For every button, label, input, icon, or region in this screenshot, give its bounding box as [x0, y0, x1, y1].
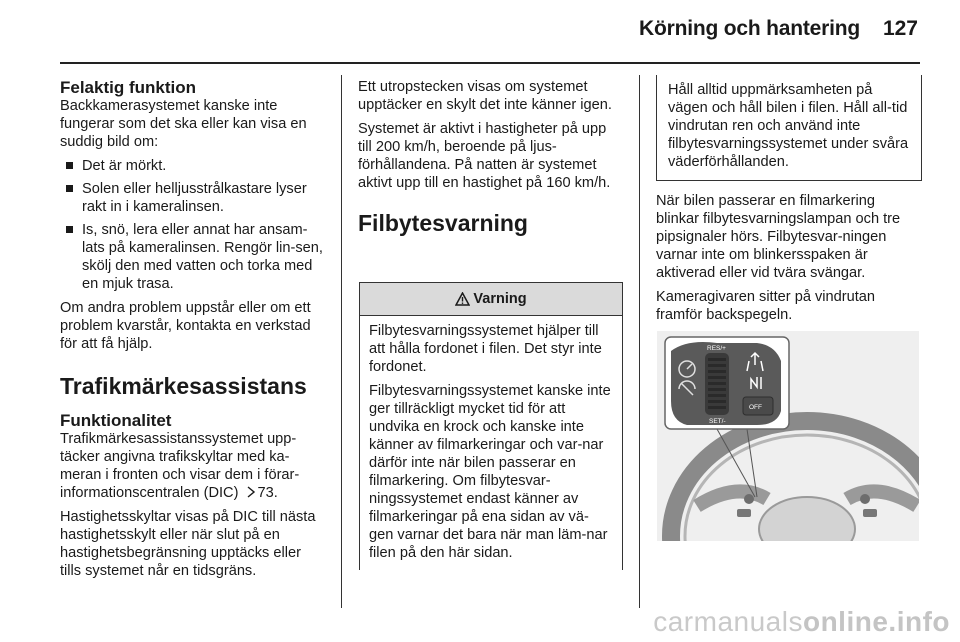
- page-reference-icon: [246, 486, 256, 498]
- watermark-suffix: online.info: [802, 606, 950, 637]
- header-rule: [60, 62, 920, 64]
- watermark: [653, 606, 950, 638]
- warning-header: [360, 282, 622, 315]
- heading-functionality: Funktionalitet: [60, 411, 172, 430]
- heading-traffic-sign-assistant: Trafikmärkesassistans: [60, 373, 307, 399]
- steering-wheel: [671, 421, 919, 541]
- paragraph-exclamation: Ett utropstecken visas om systemet upptäcker en skylt det inte känner igen.: [358, 79, 612, 113]
- warning-body: [360, 315, 622, 562]
- note-text: Håll alltid uppmärksamheten på vägen och håll bilen i filen. Håll all-tid vindrutan ren och använd inte filbytesvarningssystemet under svåra väderförhållanden.: [668, 82, 909, 170]
- note-box: [656, 75, 922, 181]
- paragraph-lane-crossing: När bilen passerar en filmarkering blinkar filbytesvarningslampan och tre pipsignaler hörs. Filbytesvar-ningen varnar inte om blinkersspaken är aktiverad eller vid tvära svängar.: [656, 193, 901, 281]
- tsa-text: Trafikmärkesassistanssystemet upp-täcker angivna trafikskyltar med ka-meran i fronten och visar dem i förar-informationscentralen (DIC): [60, 431, 300, 501]
- list-item: Solen eller helljusstrålkastare lyser rakt in i kameralinsen.: [60, 180, 326, 216]
- paragraph-malfunction-intro: Backkamerasystemet kanske inte fungerar som det ska eller kan visa en suddig bild om:: [60, 98, 307, 150]
- off-button-label: OFF: [749, 404, 762, 411]
- tsa-page-reference[interactable]: 73.: [257, 485, 278, 501]
- steering-wheel-figure: [657, 331, 919, 541]
- paragraph-other-problems: Om andra problem uppstår eller om ett problem kvarstår, kontakta en verkstad för att få hjälp.: [60, 300, 311, 352]
- set-button-label: SET/-: [709, 418, 726, 425]
- heading-malfunction: Felaktig funktion: [60, 78, 196, 97]
- paragraph-camera-location: Kameragivaren sitter på vindrutan framför backspegeln.: [656, 289, 876, 323]
- warning-paragraph-1: Filbytesvarningssystemet hjälper till att hålla fordonet i filen. Det styr inte fordonet.: [369, 323, 602, 375]
- warning-triangle-icon: [455, 292, 470, 306]
- watermark-prefix: carmanuals: [653, 606, 803, 637]
- warning-box: [359, 282, 623, 570]
- page-header-title: Körning och hantering: [639, 17, 860, 40]
- heading-lane-departure: Filbytesvarning: [358, 210, 528, 236]
- page-number: 127: [882, 17, 918, 40]
- column-divider-2: [639, 75, 640, 608]
- paragraph-tsa: [60, 430, 326, 502]
- paragraph-speed-signs: Hastighetsskyltar visas på DIC till nästa hastighetsskylt eller när slut på en hastighetsbegränsning upptäcks eller tills systemet når en tidsgräns.: [60, 509, 316, 579]
- control-panel-callout: [665, 337, 789, 429]
- malfunction-list: [60, 157, 326, 293]
- list-item: Is, snö, lera eller annat har ansam-lats på kameralinsen. Rengör lin-sen, skölj den med vatten och torka med en mjuk trasa.: [60, 221, 326, 293]
- warning-title: Varning: [473, 291, 527, 307]
- warning-paragraph-2: Filbytesvarningssystemet kanske inte ger tillräckligt mycket tid för att undvika en krock och kanske inte känner av filmarkeringar och var-nar därför inte när bilen passerar en filmarkering. Om filbytesvar-ningssystemet endast känner av filmarkeringar på ena sidan av vä-gen varnar det bara när man läm-nar filen på den här sidan.: [369, 383, 611, 561]
- column-3: [656, 192, 922, 330]
- column-1: [60, 78, 326, 586]
- steering-wheel-illustration: [657, 331, 919, 541]
- column-2: [358, 78, 624, 236]
- paragraph-active-speed: Systemet är aktivt i hastigheter på upp till 200 km/h, beroende på ljus-förhållandena. På natten är systemet aktivt upp till en hastighet på 160 km/h.: [358, 121, 611, 191]
- res-button-label: RES/+: [707, 345, 726, 352]
- list-item: Det är mörkt.: [60, 157, 326, 175]
- column-divider-1: [341, 75, 342, 608]
